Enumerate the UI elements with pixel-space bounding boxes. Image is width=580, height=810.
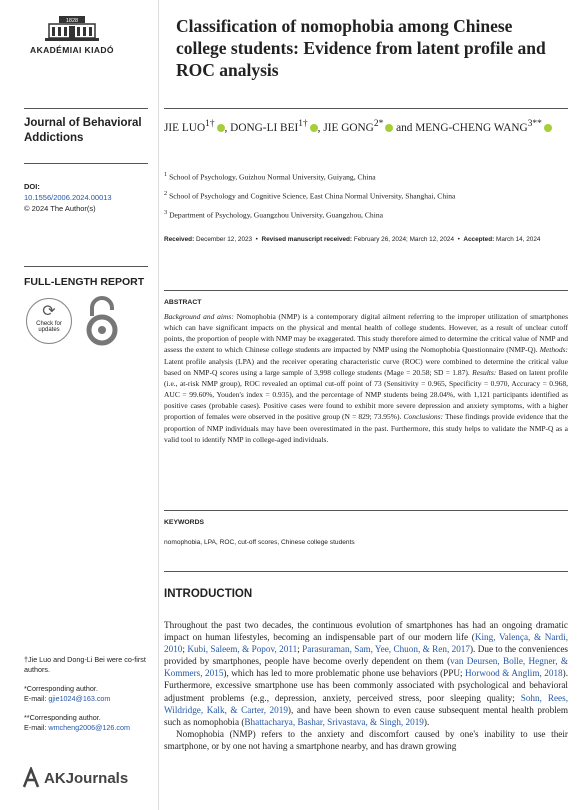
article-title: Classification of nomophobia among Chinese college students: Evidence from latent profile and ROC analysis xyxy=(176,16,546,80)
divider xyxy=(164,571,568,572)
doi-link[interactable]: 10.1556/2006.2024.00013 xyxy=(24,193,112,202)
affiliation-num: 2 xyxy=(164,190,168,197)
corr2-email-link[interactable]: wmcheng2006@126.com xyxy=(48,723,130,732)
text-run: ). xyxy=(423,716,430,727)
corr1-label: *Corresponding author. xyxy=(24,684,98,693)
text-run: ; xyxy=(297,644,303,655)
orcid-icon[interactable] xyxy=(544,124,552,132)
citation-link[interactable]: Horwood & Anglim, 2018 xyxy=(465,668,563,679)
author-sup: 1† xyxy=(205,119,215,129)
citation-link[interactable]: Sohn, Rees, Wildridge, Kalk, & Carter, 2019 xyxy=(164,692,568,715)
footnotes xyxy=(24,655,146,742)
corr1-email-link[interactable]: gjie1024@163.com xyxy=(48,694,111,703)
divider xyxy=(24,108,148,109)
author-name: DONG-LI BEI xyxy=(230,121,299,134)
revised-date: February 26, 2024; March 12, 2024 xyxy=(353,236,455,243)
affiliation-text: School of Psychology, Guizhou Normal University, Guiyang, China xyxy=(169,172,376,182)
citation-link[interactable]: van Deursen, Bolle, Hegner, & Kommers, 2015 xyxy=(164,656,568,679)
check-for-updates-badge[interactable] xyxy=(26,298,72,344)
abstract-results-label: Results: xyxy=(472,367,497,377)
akjournals-label: AKJournals xyxy=(44,769,129,787)
received-date: December 12, 2023 xyxy=(195,236,253,243)
affiliation-text: School of Psychology and Cognitive Science, East China Normal University, Shanghai, China xyxy=(169,191,456,201)
abstract-body xyxy=(164,311,568,445)
dates: Received: December 12, 2023 • Revised manuscript received: February 26, 2024; March 12, 2024 • Accepted: March 14, 2024 xyxy=(164,236,541,243)
corr1-email-label: E-mail: xyxy=(24,694,49,703)
accepted-label: Accepted: xyxy=(463,236,495,243)
affiliation-num: 3 xyxy=(164,209,168,216)
citation-link[interactable]: Parasuraman, Sam, Yee, Chuon, & Ren, 2017 xyxy=(302,644,470,655)
paragraph xyxy=(164,619,568,728)
introduction-heading: INTRODUCTION xyxy=(164,588,253,600)
introduction-body xyxy=(164,619,568,752)
text-run: ). Furthermore, excessive smartphone use has been commonly associated with psychological and behavioral adjustment problems (e.g., depression, anxiety, perceived stress, poor sleeping quality; xyxy=(164,668,569,703)
affiliation xyxy=(164,190,455,201)
keywords-list: nomophobia, LPA, ROC, cut-off scores, Chinese college students xyxy=(164,539,355,546)
check-updates-label: Check for updates xyxy=(36,321,62,333)
abstract-methods: Latent profile analysis (LPA) and the receiver operating characteristic curve (ROC) were combined to determine the critical value based on NMP-Q scores using a large sample of 3,998 college students (Mage = 20.58; SD = 1.87). xyxy=(164,356,568,377)
citation-link[interactable]: King, Valença, & Nardi, 2010 xyxy=(164,632,568,655)
text-run: ), and have been shown to even cause subsequent mental health problem such as nomophobia ( xyxy=(164,704,568,727)
abstract-conclusions-label: Conclusions: xyxy=(403,412,444,422)
divider xyxy=(164,108,568,109)
divider xyxy=(24,163,148,164)
revised-label: Revised manuscript received: xyxy=(261,236,353,243)
author-sup: 1† xyxy=(298,119,308,129)
corr2-label: **Corresponding author. xyxy=(24,713,101,722)
divider xyxy=(164,290,568,291)
corr2-email-label: E-mail: xyxy=(24,723,49,732)
abstract-bg: Nomophobia (NMP) is a contemporary digital ailment referring to the improper utilization of smartphones which can have significant impacts on the physical and mental health of college students. However, as a result of unclear cutoff points, the proportion of people with NMP may be exaggerated. This study therefore aimed to determine the critical value of NMP and assess the extent to which Chinese college students are impacted by NMP using the Nomophobia Questionnaire (NMP-Q). xyxy=(164,312,569,355)
orcid-icon[interactable] xyxy=(310,124,318,132)
left-column xyxy=(0,0,148,810)
akjournals-icon xyxy=(22,767,40,789)
journal-name[interactable]: Journal of Behavioral Addictions xyxy=(24,117,142,144)
affiliation-num: 1 xyxy=(164,171,168,178)
divider xyxy=(24,266,148,267)
abstract-heading: ABSTRACT xyxy=(164,299,202,306)
citation-link[interactable]: Kubi, Saleem, & Popov, 2011 xyxy=(187,644,298,655)
text-run: ; xyxy=(182,644,188,655)
akjournals-logo xyxy=(22,767,128,789)
copyright: © 2024 The Author(s) xyxy=(24,204,96,213)
accepted-date: March 14, 2024 xyxy=(496,236,541,243)
text-run: Throughout the past two decades, the continuous evolution of smartphones has had an ongoing dramatic impact on human lifestyles, becoming an indispensable part of our modern life ( xyxy=(164,620,568,643)
building-icon xyxy=(43,14,101,42)
badges xyxy=(24,294,144,348)
divider xyxy=(164,510,568,511)
publisher-logo xyxy=(24,14,120,55)
article-type: FULL-LENGTH REPORT xyxy=(24,276,145,288)
author-name: JIE GONG xyxy=(323,121,374,134)
orcid-icon[interactable] xyxy=(217,124,225,132)
citation-link[interactable]: Bhattacharya, Bashar, Srivastava, & Singh, 2019 xyxy=(244,716,424,727)
paragraph: Nomophobia (NMP) refers to the anxiety and discomfort caused by one's inability to use their smartphone, or by one not having a smartphone nearby, and has drawn growing xyxy=(164,728,568,751)
doi-label: DOI: xyxy=(24,182,40,191)
affiliation xyxy=(164,171,376,182)
abstract-results: Based on latent profile (i.e., at-risk NMP group), ROC revealed an optimal cut-off point of 73 (Sensitivity = 0.965, Specificity = 0.970, Accuracy = 0.968, AUC = 99.60%, Youden's index = 0.935), and the percentage of NMP students being 28.04%, with 1,121 participants identified as positive cases (probable cases). Positive cases were found to exhibit more severe depression and anxiety symptoms, with a higher proportion of females were observed in the positive group (N = 829; 73.95%). xyxy=(164,367,569,422)
author-list: JIE $LUO^{1\dagger}$ , DONG-LI $BEI^{1\dagger}$ , JIE $GONG^{2*}$ and MENG-CHENG $WANG^{3**}$ xyxy=(164,117,564,136)
author-and: and xyxy=(396,121,413,134)
author-name: JIE LUO xyxy=(164,121,206,134)
abstract-bg-label: Background and aims: xyxy=(164,312,234,321)
doi-block xyxy=(24,181,112,214)
logo-year: 1828 xyxy=(65,18,79,24)
author-name: MENG-CHENG WANG xyxy=(415,121,528,134)
keywords-heading: KEYWORDS xyxy=(164,519,205,526)
open-access-icon xyxy=(82,294,122,348)
cofirst-note: †Jie Luo and Dong-Li Bei were co-first authors. xyxy=(24,655,146,674)
column-divider xyxy=(158,0,159,810)
author-sup: 2* xyxy=(373,119,384,129)
text-run: ), which has led to more problematic phone use behaviors (PPU; xyxy=(223,668,466,679)
received-label: Received: xyxy=(164,236,195,243)
abstract-methods-label: Methods: xyxy=(539,345,569,355)
text-run: ). Due to the conveniences provided by smartphones, people have become overly dependent on them ( xyxy=(164,644,568,667)
affiliation-text: Department of Psychology, Guangzhou University, Guangzhou, China xyxy=(169,210,383,220)
check-updates-icon: ⟳ xyxy=(42,303,56,320)
affiliation xyxy=(164,209,383,220)
publisher-name: AKADÉMIAI KIADÓ xyxy=(30,45,114,55)
author-sup: 3** xyxy=(527,119,542,129)
orcid-icon[interactable] xyxy=(385,124,393,132)
abstract-conclusions: These findings provide evidence that the proportion of NMP individuals may have been overestimated in the past. Furthermore, this study helps to validate the NMP-Q as a valid tool to identify NMP in college-aged individuals. xyxy=(164,412,568,444)
